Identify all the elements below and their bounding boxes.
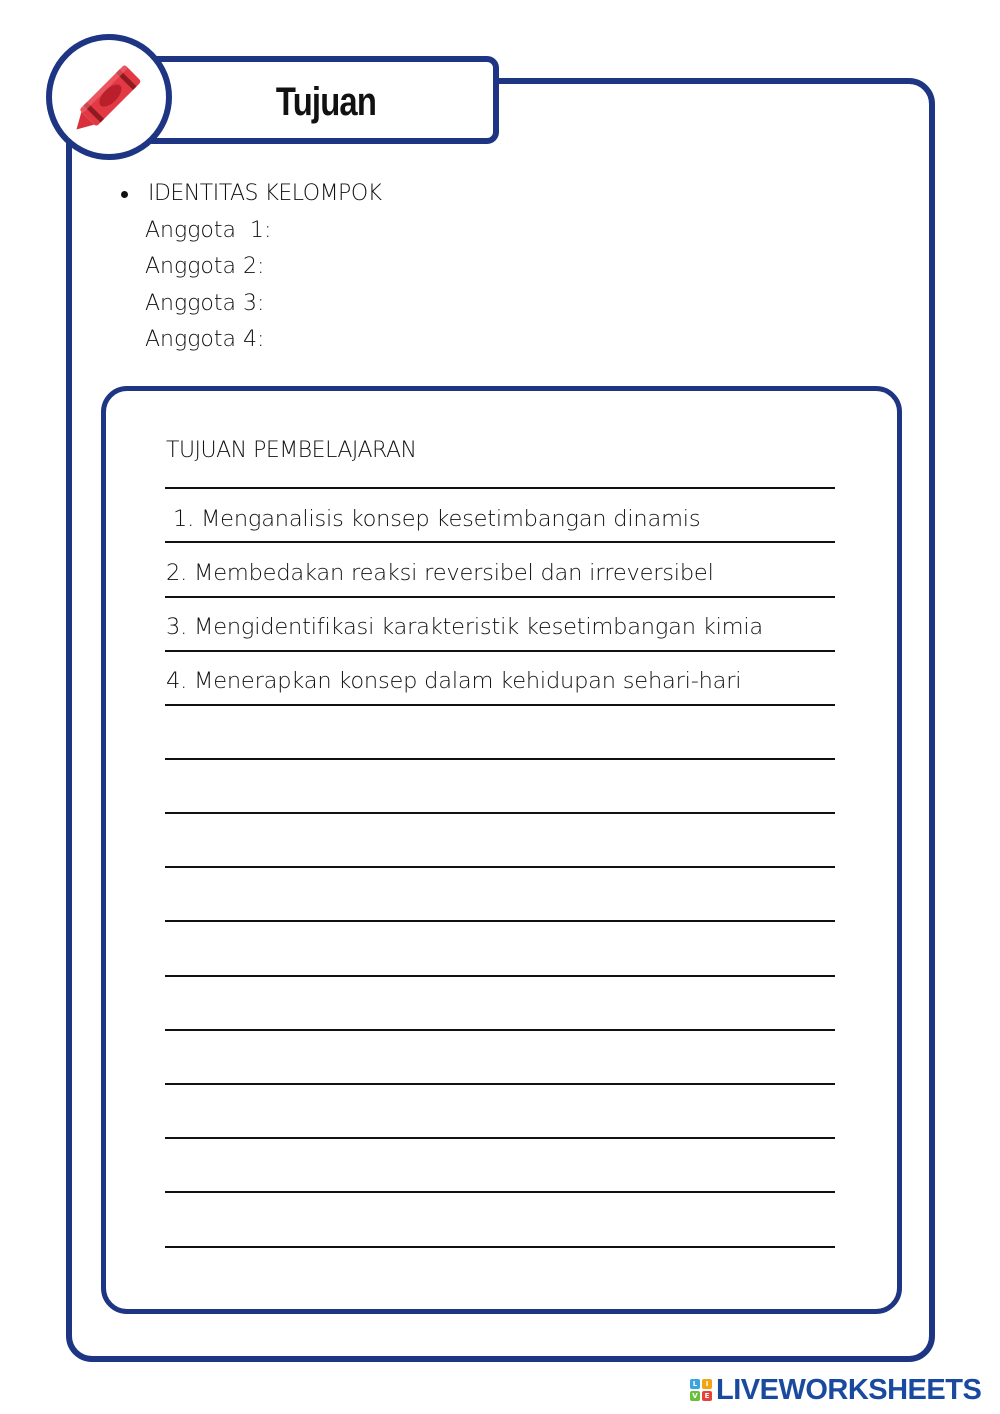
writing-line (165, 975, 835, 977)
writing-line (165, 1246, 835, 1248)
logo-blocks-icon (690, 1379, 712, 1401)
member-2-label: Anggota 2: (145, 254, 265, 279)
writing-line (165, 812, 835, 814)
logo-block-v: V (690, 1391, 700, 1401)
title-tab (140, 56, 499, 144)
writing-line (165, 650, 835, 652)
goal-item-4: 4. Menerapkan konsep dalam kehidupan sehari-hari (166, 668, 742, 694)
writing-line (165, 920, 835, 922)
writing-line (165, 1137, 835, 1139)
goal-item-3: 3. Mengidentifikasi karakteristik kesetimbangan kimia (166, 614, 763, 640)
member-1-label: Anggota 1: (145, 217, 272, 243)
writing-line (165, 541, 835, 543)
logo-block-l: L (690, 1379, 700, 1389)
writing-line (165, 1191, 835, 1193)
writing-line (165, 1029, 835, 1031)
goal-item-2: 2. Membedakan reaksi reversibel dan irreversibel (166, 560, 714, 586)
page-title: Tujuan (275, 80, 377, 124)
writing-line (165, 866, 835, 868)
crayon-icon (52, 40, 166, 154)
writing-line (165, 1083, 835, 1085)
identity-heading-row (118, 176, 382, 213)
writing-line (165, 487, 835, 489)
logo-wordmark: LIVEWORKSHEETS (716, 1373, 982, 1406)
member-3-label: Anggota 3: (145, 290, 265, 316)
logo-block-e: E (702, 1391, 712, 1401)
writing-line (165, 758, 835, 760)
identity-heading: IDENTITAS KELOMPOK (148, 181, 382, 206)
learning-goals-heading: TUJUAN PEMBELAJARAN (166, 438, 417, 463)
liveworksheets-logo (690, 1372, 981, 1408)
writing-line (165, 704, 835, 706)
member-4-label: Anggota 4: (145, 327, 265, 352)
writing-line (165, 596, 835, 598)
group-identity (118, 176, 382, 359)
logo-block-i: I (702, 1379, 712, 1389)
bullet-icon (121, 191, 128, 198)
goal-item-1: 1. Menganalisis konsep kesetimbangan dinamis (166, 506, 701, 532)
icon-badge (46, 34, 172, 160)
